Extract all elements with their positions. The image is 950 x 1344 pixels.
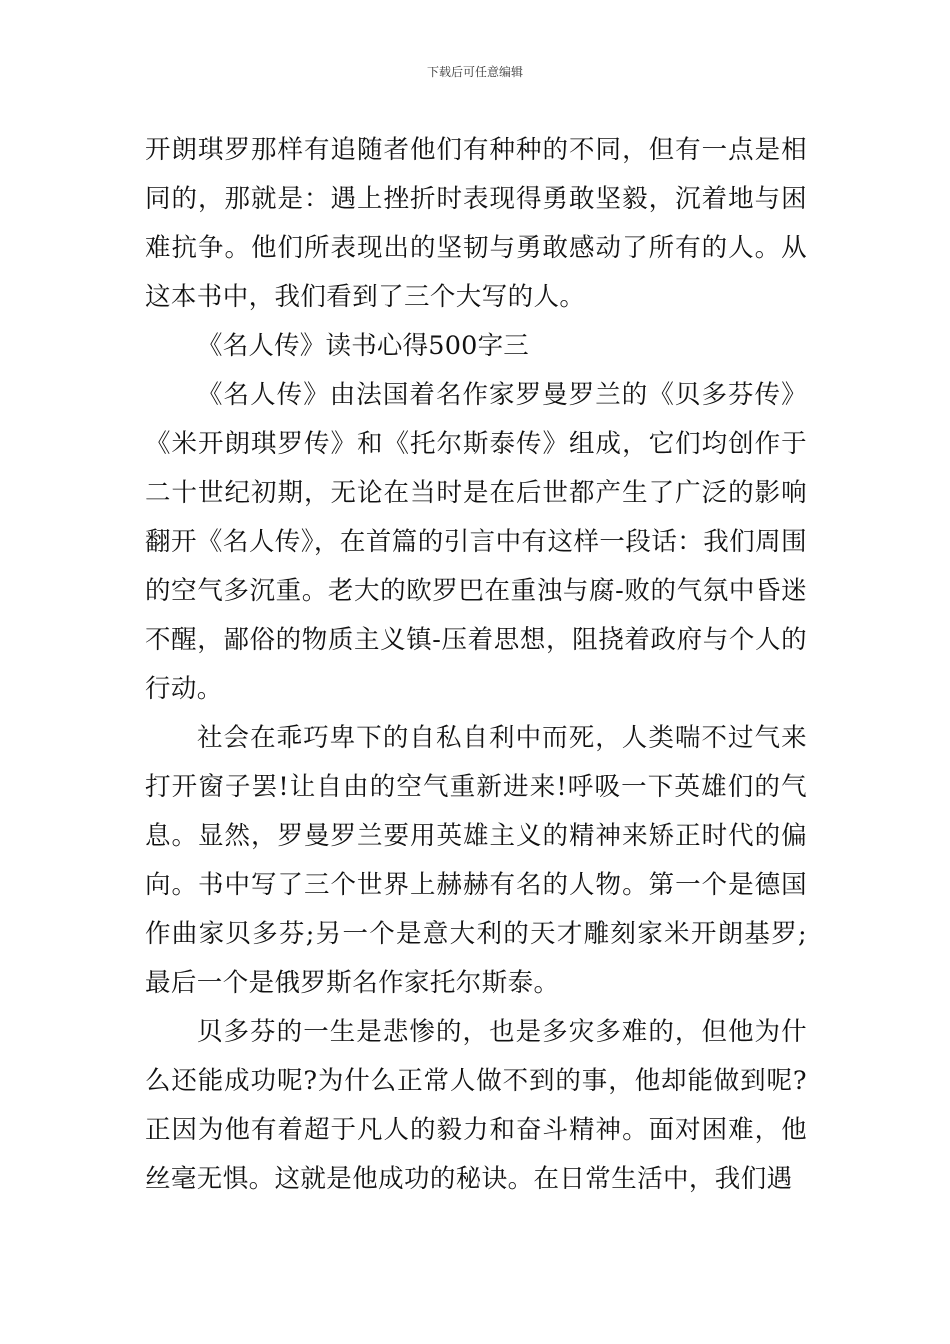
- paragraph-intro: 《名人传》由法国着名作家罗曼罗兰的《贝多芬传》《米开朗琪罗传》和《托尔斯泰传》组成，它们均创作于二十世纪初期，无论在当时是在后世都产生了广泛的影响翻开《名人传》，在首篇的引言中有这样一段话：我们周围的空气多沉重。老大的欧罗巴在重浊与腐-败的气氛中昏迷不醒，鄙俗的物质主义镇-压着思想，阻挠着政府与个人的行动。: [145, 380, 807, 704]
- paragraph-continuation: 开朗琪罗那样有追随者他们有种种的不同，但有一点是相同的，那就是：遇上挫折时表现得勇敢坚毅，沉着地与困难抗争。他们所表现出的坚韧与勇敢感动了所有的人。从这本书中，我们看到了三个大写的人。: [145, 135, 807, 312]
- page-header: 下载后可任意编辑: [426, 65, 523, 79]
- paragraph-society: 社会在乖巧卑下的自私自利中而死，人类喘不过气来打开窗子罢!让自由的空气重新进来!呼吸一下英雄们的气息。显然，罗曼罗兰要用英雄主义的精神来矫正时代的偏向。书中写了三个世界上赫赫有名的人物。第一个是德国作曲家贝多芬;另一个是意大利的天才雕刻家米开朗基罗;最后一个是俄罗斯名作家托尔斯泰。: [145, 723, 807, 998]
- paragraph-beethoven: 贝多芬的一生是悲惨的，也是多灾多难的，但他为什么还能成功呢?为什么正常人做不到的事，他却能做到呢?正因为他有着超于凡人的毅力和奋斗精神。面对困难，他丝毫无惧。这就是他成功的秘诀。在日常生活中，我们遇: [145, 1017, 807, 1194]
- section-heading: 《名人传》读书心得500字三: [197, 331, 529, 361]
- document-body: [145, 126, 807, 1204]
